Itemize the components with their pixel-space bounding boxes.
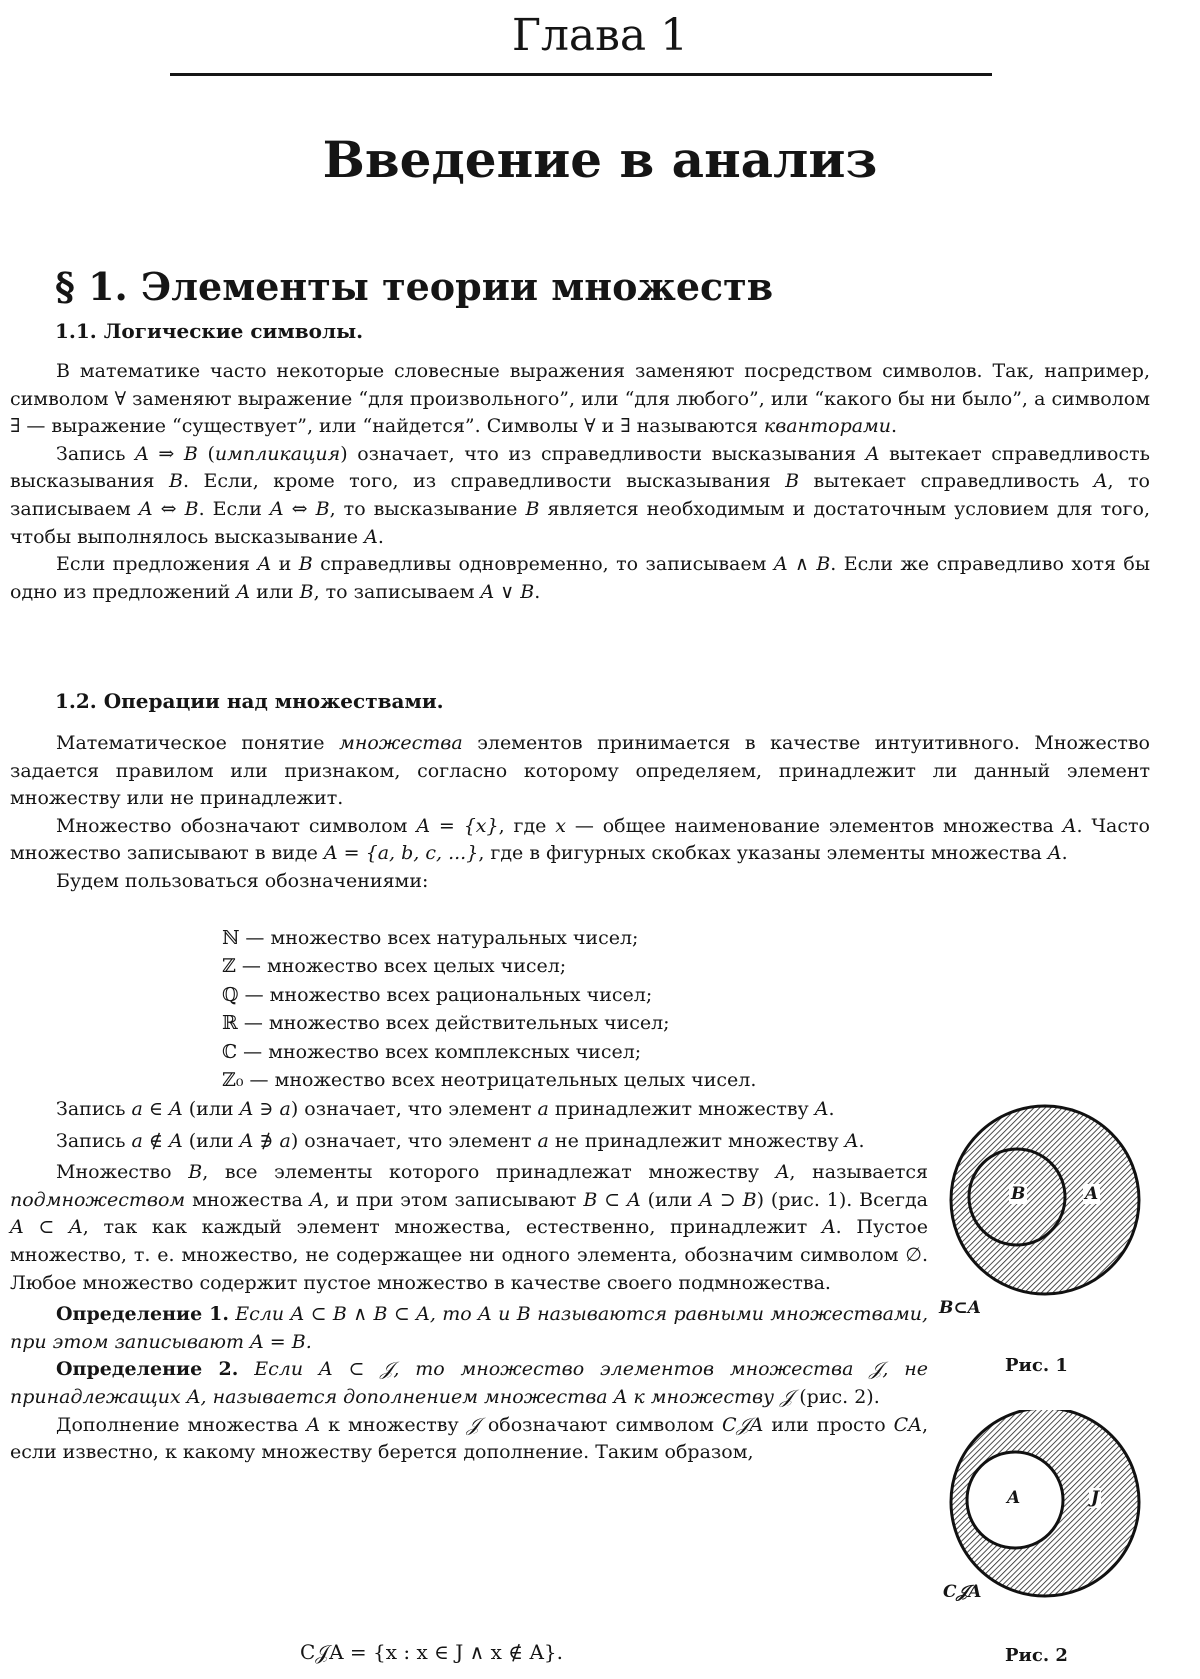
paragraph-set-concept: Математическое понятие множества элементов принимается в качестве интуитивного. Множество задается правилом или признаком, согласно которому определяем, принадлежит ли данный элемент множеству или не принадлежит. bbox=[10, 732, 1150, 810]
definition-1: Определение 1. Если A ⊂ B ∧ B ⊂ A, то A и B называются равными множествами, при этом записывают A = B. bbox=[10, 1303, 928, 1353]
notation-integers: ℤ — множество всех целых чисел; bbox=[222, 955, 567, 978]
notation-list bbox=[222, 924, 756, 1094]
paragraph-set-notation: Множество обозначают символом A = {x}, где x — общее наименование элементов множества A. Часто множество записывают в виде A = {a, b, c, ...}, где в фигурных скобках указаны элементы множества A. bbox=[10, 814, 1150, 865]
figure-2-svg bbox=[945, 1410, 1145, 1610]
subsection-1-1-body bbox=[10, 358, 1150, 606]
paragraph-conjunction: Если предложения A и B справедливы одновременно, то записываем A ∧ B. Если же справедливо хотя бы одно из предложений A или B, то записываем A ∨ B. bbox=[10, 553, 1150, 603]
paragraph-implication: Запись A ⇒ B (импликация) означает, что из справедливости высказывания A вытекает справедливость высказывания B. Если, кроме того, из справедливости высказывания B вытекает справедливость A, то записываем A ⇔ B. Если A ⇔ B, то высказывание B является необходимым и достаточным условием для того, чтобы выполнялось высказывание A. bbox=[10, 442, 1150, 548]
notation-reals: ℝ — множество всех действительных чисел; bbox=[222, 1012, 670, 1035]
subsection-title-1-2: 1.2. Операции над множествами. bbox=[55, 689, 444, 713]
figure-1-corner-label: B⊂A bbox=[939, 1298, 981, 1318]
notation-complex: ℂ — множество всех комплексных чисел; bbox=[222, 1040, 642, 1063]
chapter-rule bbox=[170, 73, 992, 76]
figure-1-inner-label: B bbox=[1011, 1184, 1026, 1204]
figure-2-caption: Рис. 2 bbox=[1005, 1645, 1068, 1666]
paragraph-quantifiers: В математике часто некоторые словесные выражения заменяют посредством символов. Так, например, символом ∀ заменяют выражение “для произвольного”, или “для любого”, или “какого бы ни было”, а символом ∃ — выражение “существует”, или “найдется”. Символы ∀ и ∃ называются кванторами. bbox=[10, 360, 1150, 438]
chapter-label: Глава 1 bbox=[511, 10, 689, 61]
chapter-title: Введение в анализ bbox=[322, 130, 878, 189]
paragraph-membership: Запись a ∈ A (или A ∋ a) означает, что элемент a принадлежит множеству A. bbox=[56, 1098, 835, 1120]
notation-rationals: ℚ — множество всех рациональных чисел; bbox=[222, 983, 653, 1006]
definition-2: Определение 2. Если A ⊂ 𝒥, то множество элементов множества 𝒥, не принадлежащих A, называется дополнением множества A к множеству 𝒥 (рис. 2). bbox=[10, 1358, 929, 1408]
paragraph-non-membership: Запись a ∉ A (или A ∌ a) означает, что элемент a не принадлежит множеству A. bbox=[56, 1129, 865, 1152]
figure-1-svg bbox=[945, 1100, 1145, 1300]
notation-nonnegative-integers: ℤ₀ — множество всех неотрицательных целых чисел. bbox=[222, 1069, 757, 1092]
subsection-1-2-intro bbox=[10, 730, 1150, 896]
figure-2-corner-label: C𝒥A bbox=[943, 1582, 982, 1602]
section-title: § 1. Элементы теории множеств bbox=[55, 264, 774, 309]
paragraph-subset: Множество B, все элементы которого принадлежат множеству A, называется подмножеством множества A, и при этом записывают B ⊂ A (или A ⊃ B) (рис. 1). Всегда A ⊂ A, так как каждый элемент множества, естественно, принадлежит A. Пустое множество, т. е. множество, не содержащее ни одного элемента, обозначим символом ∅. Любое множество содержит пустое множество в качестве своего подмножества. bbox=[10, 1161, 928, 1294]
figure-1-subset-diagram bbox=[939, 1100, 1145, 1318]
figure-1-caption: Рис. 1 bbox=[1005, 1355, 1068, 1376]
complement-formula: C𝒥A = {x : x ∈ J ∧ x ∉ A}. bbox=[300, 1640, 563, 1664]
notation-naturals: ℕ — множество всех натуральных чисел; bbox=[222, 927, 639, 949]
figure-2-complement-diagram bbox=[945, 1410, 1145, 1610]
paragraph-notations-intro: Будем пользоваться обозначениями: bbox=[56, 869, 429, 892]
paragraph-complement: Дополнение множества A к множеству 𝒥 обозначают символом C𝒥A или просто CA, если известно, к какому множеству берется дополнение. Таким образом, bbox=[10, 1413, 928, 1464]
figure-2-inner-label: A bbox=[1007, 1488, 1021, 1508]
figure-2-outer-label: J bbox=[1091, 1488, 1100, 1508]
subsection-1-2-body bbox=[10, 1096, 928, 1467]
subsection-title-1-1: 1.1. Логические символы. bbox=[55, 319, 364, 343]
figure-1-outer-label: A bbox=[1085, 1184, 1099, 1204]
